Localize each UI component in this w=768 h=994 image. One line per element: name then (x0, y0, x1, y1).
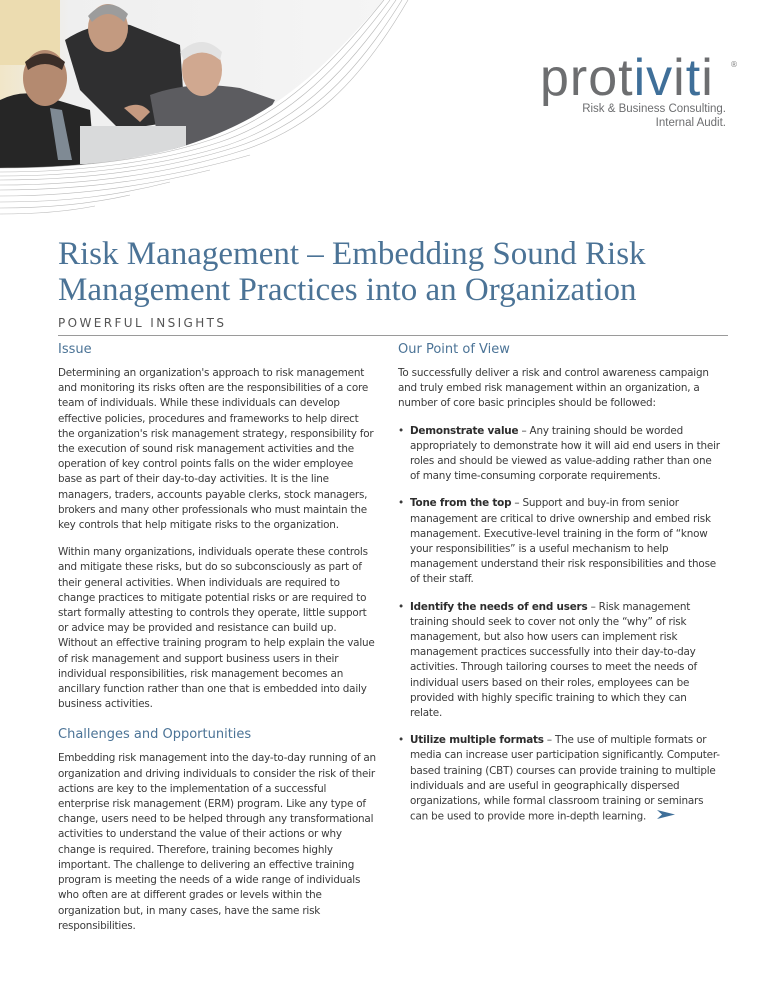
protiviti-logo (540, 49, 740, 130)
bullet-icon: • (398, 600, 404, 613)
list-item (398, 496, 720, 587)
list-item (398, 424, 720, 485)
bullet-text: – Risk management training should seek to cover not only the “why” of risk management, but also how users can implement risk management practices successfully into their day-to-day activities. Through tailoring courses to meet the needs of individual users based on their roles, employees can be provided with highly specific training to which they can relate. (410, 600, 697, 720)
bullet-term: Identify the needs of end users (410, 600, 588, 613)
logo-wordmark: protiviti (540, 49, 714, 107)
bullet-term: Demonstrate value (410, 424, 519, 437)
right-column (398, 342, 720, 837)
challenges-heading: Challenges and Opportunities (58, 727, 252, 743)
principles-list (398, 424, 720, 825)
continue-arrow-icon (657, 809, 675, 824)
section-kicker: POWERFUL INSIGHTS (58, 316, 728, 336)
list-item (398, 600, 720, 722)
issue-paragraph-1: Determining an organization's approach to risk management and monitoring its risks often are the responsibilities of a core team of individuals. While these individuals can develop effective policies, procedures and frameworks to help direct the organization's risk management strategy, responsibility for the execution of sound risk management activities and the operation of key control points falls on the wider employee base as part of their day-to-day activities. It is the line managers, traders, accounts payable clerks, stock managers, brokers and many other professionals who must maintain the key controls that help mitigate risks to the organization. (58, 367, 374, 532)
bullet-icon: • (398, 424, 404, 437)
point-of-view-intro: To successfully deliver a risk and control awareness campaign and truly embed risk management within an organization, a number of core basic principles should be followed: (398, 367, 709, 410)
bullet-text: – Any training should be worded appropriately to demonstrate how it will aid end users in their roles and should be viewed as value-adding rather than one of many time-consuming corporate requirements. (410, 424, 720, 483)
left-column (58, 342, 378, 946)
registered-mark: ® (730, 60, 738, 69)
bullet-text: – The use of multiple formats or media can increase user participation significantly. Computer-based training (CBT) courses can provide training to multiple individuals and are useful in geographically dispersed organizations, while formal classroom training or seminars can be used to provide more in-depth learning. (410, 734, 720, 823)
bullet-text: – Support and buy-in from senior management are critical to drive ownership and embed risk management. Executive-level training in the form of “know your responsibilities” is a useful mechanism to help management understand their risk responsibilities and those of their staff. (410, 497, 716, 586)
document-title: Risk Management – Embedding Sound Risk Management Practices into an Organization (58, 236, 646, 308)
bullet-icon: • (398, 734, 404, 747)
bullet-term: Utilize multiple formats (410, 734, 544, 747)
list-item (398, 733, 720, 825)
challenges-paragraph: Embedding risk management into the day-to-day running of an organization and driving individuals to consider the risk of their actions are key to the implementation of a successful enterprise risk management (ERM) program. Like any type of change, users need to be helped through any transformational activities to understand the value of their actions or why change is required. Therefore, training becomes highly important. The challenge to delivering an effective training program is meeting the needs of a wide range of individuals who often are at different grades or levels within the organization but, in many cases, have the same risk responsibilities. (58, 752, 376, 932)
tagline-line-2: Internal Audit. (655, 117, 726, 129)
bullet-term: Tone from the top (410, 497, 512, 510)
issue-paragraph-2: Within many organizations, individuals operate these controls and mitigate these risks, but do so subconsciously as part of their general activities. When individuals are required to change practices to mitigate potential risks or are required to start formally attesting to controls they operate, little support or advice may be provided and resistance can build up. Without an effective training program to help explain the value of risk management and support business users in their individual responsibilities, risk management becomes an ancillary function rather than one that is embedded into daily business activities. (58, 546, 375, 711)
bullet-icon: • (398, 497, 404, 510)
point-of-view-heading: Our Point of View (398, 342, 510, 357)
tagline-line-1: Risk & Business Consulting. (582, 103, 726, 115)
issue-heading: Issue (58, 342, 92, 357)
